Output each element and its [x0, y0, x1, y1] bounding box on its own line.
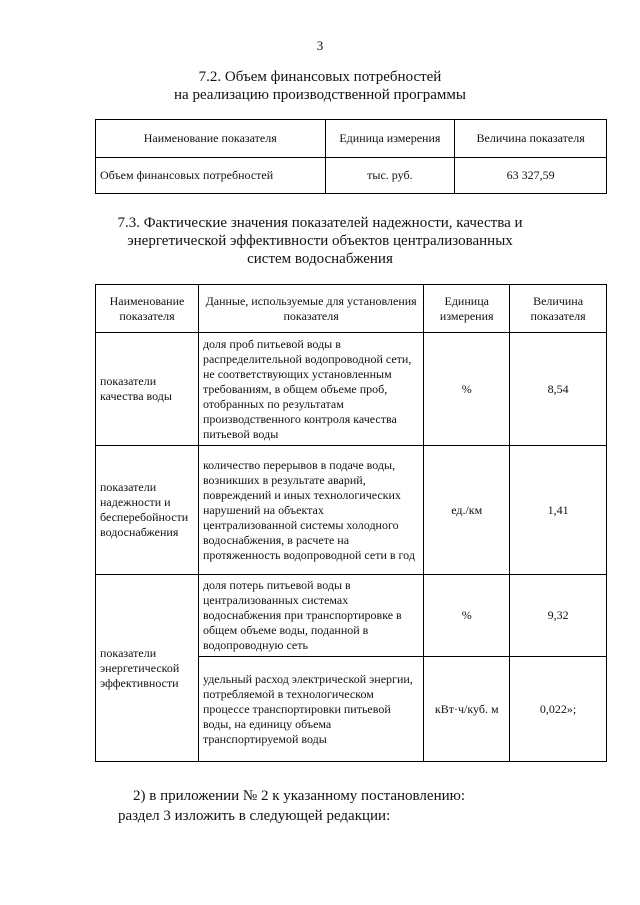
row4-value: 0,022»;	[510, 657, 607, 762]
section-7-3-title-line1: 7.3. Фактические значения показателей надежности, качества и	[117, 215, 523, 231]
table1-cell-name: Объем финансовых потребностей	[96, 158, 326, 194]
table1-header-unit: Единица измерения	[325, 120, 455, 158]
row1-data: доля проб питьевой воды в распределительной водопроводной сети, не соответствующих установленным требованиям, в общем объеме проб, отобранных по результатам производственного контроля качества питьевой воды	[198, 333, 423, 446]
row2-unit: ед./км	[424, 446, 510, 575]
table2-header-unit: Единица измерения	[424, 285, 510, 333]
paragraph-line1: 2) в приложении № 2 к указанному постановлению:	[133, 788, 465, 804]
row3-data: доля потерь питьевой воды в централизованных системах водоснабжения при транспортировке в общем объеме воды, поданной в водопроводную сеть	[198, 575, 423, 657]
table2-header-value: Величина показателя	[510, 285, 607, 333]
table-row	[96, 575, 607, 657]
row2-name: показатели надежности и бесперебойности водоснабжения	[96, 446, 199, 575]
row2-value: 1,41	[510, 446, 607, 575]
row1-unit: %	[424, 333, 510, 446]
table1-cell-value: 63 327,59	[455, 158, 607, 194]
row1-value: 8,54	[510, 333, 607, 446]
section-7-3-title-line3: систем водоснабжения	[247, 251, 393, 267]
section-7-3-title-line2: энергетической эффективности объектов централизованных	[127, 233, 513, 249]
row4-data: удельный расход электрической энергии, потребляемой в технологическом процессе транспортировки питьевой воды, на единицу объема транспортируемой воды	[198, 657, 423, 762]
section-7-2-title-line2: на реализацию производственной программы	[174, 87, 466, 103]
row2-data: количество перерывов в подаче воды, возникших в результате аварий, повреждений и иных технологических нарушений на объектах централизованной системы холодного водоснабжения, в расчете на протяженность водопроводной сети в год	[198, 446, 423, 575]
table1-header-name: Наименование показателя	[96, 120, 326, 158]
page-number: 3	[316, 38, 324, 53]
table1-cell-unit: тыс. руб.	[325, 158, 455, 194]
table2-header-name: Наименование показателя	[96, 285, 199, 333]
table-row	[96, 446, 607, 575]
table2-header-data: Данные, используемые для установления показателя	[198, 285, 423, 333]
table-row	[96, 333, 607, 446]
section-7-2-title-line1: 7.2. Объем финансовых потребностей	[198, 69, 442, 85]
indicators-table	[95, 284, 607, 762]
row3-name: показатели энергетической эффективности	[96, 575, 199, 762]
financial-needs-table	[95, 119, 607, 194]
table1-header-value: Величина показателя	[455, 120, 607, 158]
row3-unit: %	[424, 575, 510, 657]
paragraph-line2: раздел 3 изложить в следующей редакции:	[118, 808, 391, 824]
row4-unit: кВт·ч/куб. м	[424, 657, 510, 762]
row1-name: показатели качества воды	[96, 333, 199, 446]
row3-value: 9,32	[510, 575, 607, 657]
